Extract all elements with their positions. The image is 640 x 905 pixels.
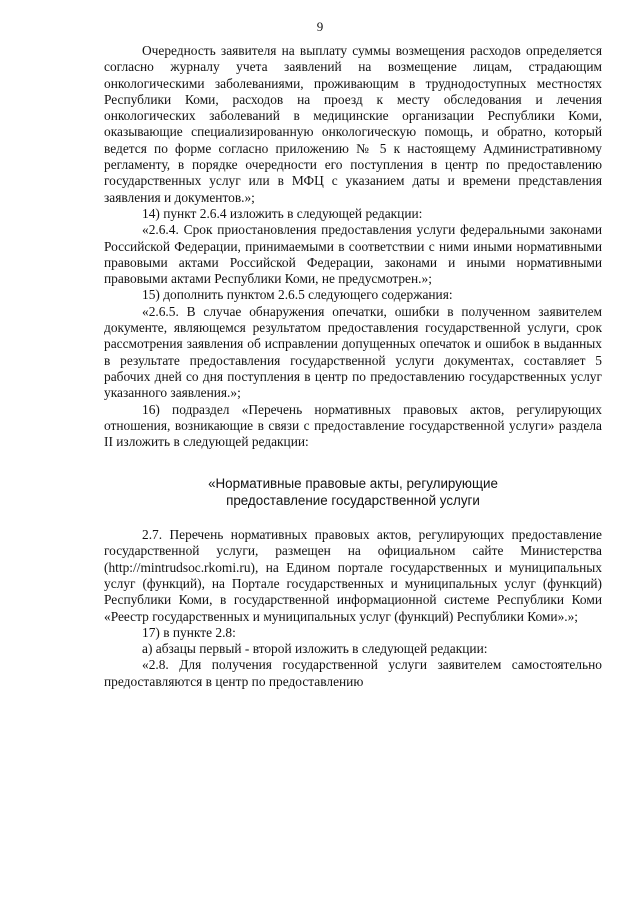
paragraph-subitem-a: а) абзацы первый - второй изложить в следующей редакции: — [142, 641, 488, 657]
paragraph-2-6-5: «2.6.5. В случае обнаружения опечатки, ошибки в полученном заявителем документе, являющемся результатом предоставления государственной услуги, срок рассмотрения заявления об исправлении допущенных опечаток и ошибок в выданных в результате предоставления государственной услуги документах, составляет 5 рабочих дней со дня поступления в центр по предоставлению государственных услуг указанного заявления.»; — [104, 303, 602, 401]
paragraph-queue-order: Очередность заявителя на выплату суммы возмещения расходов определяется согласно журналу учета заявлений на возмещение лицам, страдающим онкологическими заболеваниями, проживающим в труднодоступных местностях Республики Коми, расходов на проезд к месту обследования и лечения онкологических заболеваний в медицинские организации Республики Коми, оказывающие специализированную онкологическую помощь, и обратно, который ведется по форме согласно приложению № 5 к настоящему Административному регламенту, в порядке очередности его поступления в центр по предоставлению государственных услуг или в МФЦ с указанием даты и времени представления заявления и документов.»; — [104, 43, 602, 205]
section-heading — [104, 476, 602, 509]
page-number: 9 — [316, 19, 324, 34]
document-body — [104, 43, 602, 690]
section-heading-line-2: предоставление государственной услуги — [226, 492, 480, 508]
paragraph-item-16: 16) подраздел «Перечень нормативных правовых актов, регулирующих отношения, возникающие в связи с предоставление государственной услуги» раздела II изложить в следующей редакции: — [104, 401, 602, 450]
section-heading-line-1: «Нормативные правовые акты, регулирующие — [208, 476, 498, 492]
paragraph-item-15: 15) дополнить пунктом 2.6.5 следующего содержания: — [142, 287, 453, 303]
paragraph-2-6-4: «2.6.4. Срок приостановления предоставления услуги федеральными законами Российской Федерации, принимаемыми в соответствии с ними иными нормативными правовыми актами Российской Федерации, законами и иными нормативными правовыми актами Республики Коми, не предусмотрен.»; — [104, 222, 602, 287]
paragraph-2-8: «2.8. Для получения государственной услуги заявителем самостоятельно предоставляются в центр по предоставлению — [104, 657, 602, 689]
paragraph-2-7: 2.7. Перечень нормативных правовых актов, регулирующих предоставление государственной услуги, размещен на официальном сайте Министерства (http://mintrudsoc.rkomi.ru), на Едином портале государственных и муниципальных услуг (функций), на Портале государственных и муниципальных услуг (функций) Республики Коми, в государственной информационной системе Республики Коми «Реестр государственных и муниципальных услуг (функций) Республики Коми».»; — [104, 527, 602, 624]
paragraph-item-14: 14) пункт 2.6.4 изложить в следующей редакции: — [142, 205, 423, 221]
paragraph-item-17: 17) в пункте 2.8: — [142, 624, 236, 640]
